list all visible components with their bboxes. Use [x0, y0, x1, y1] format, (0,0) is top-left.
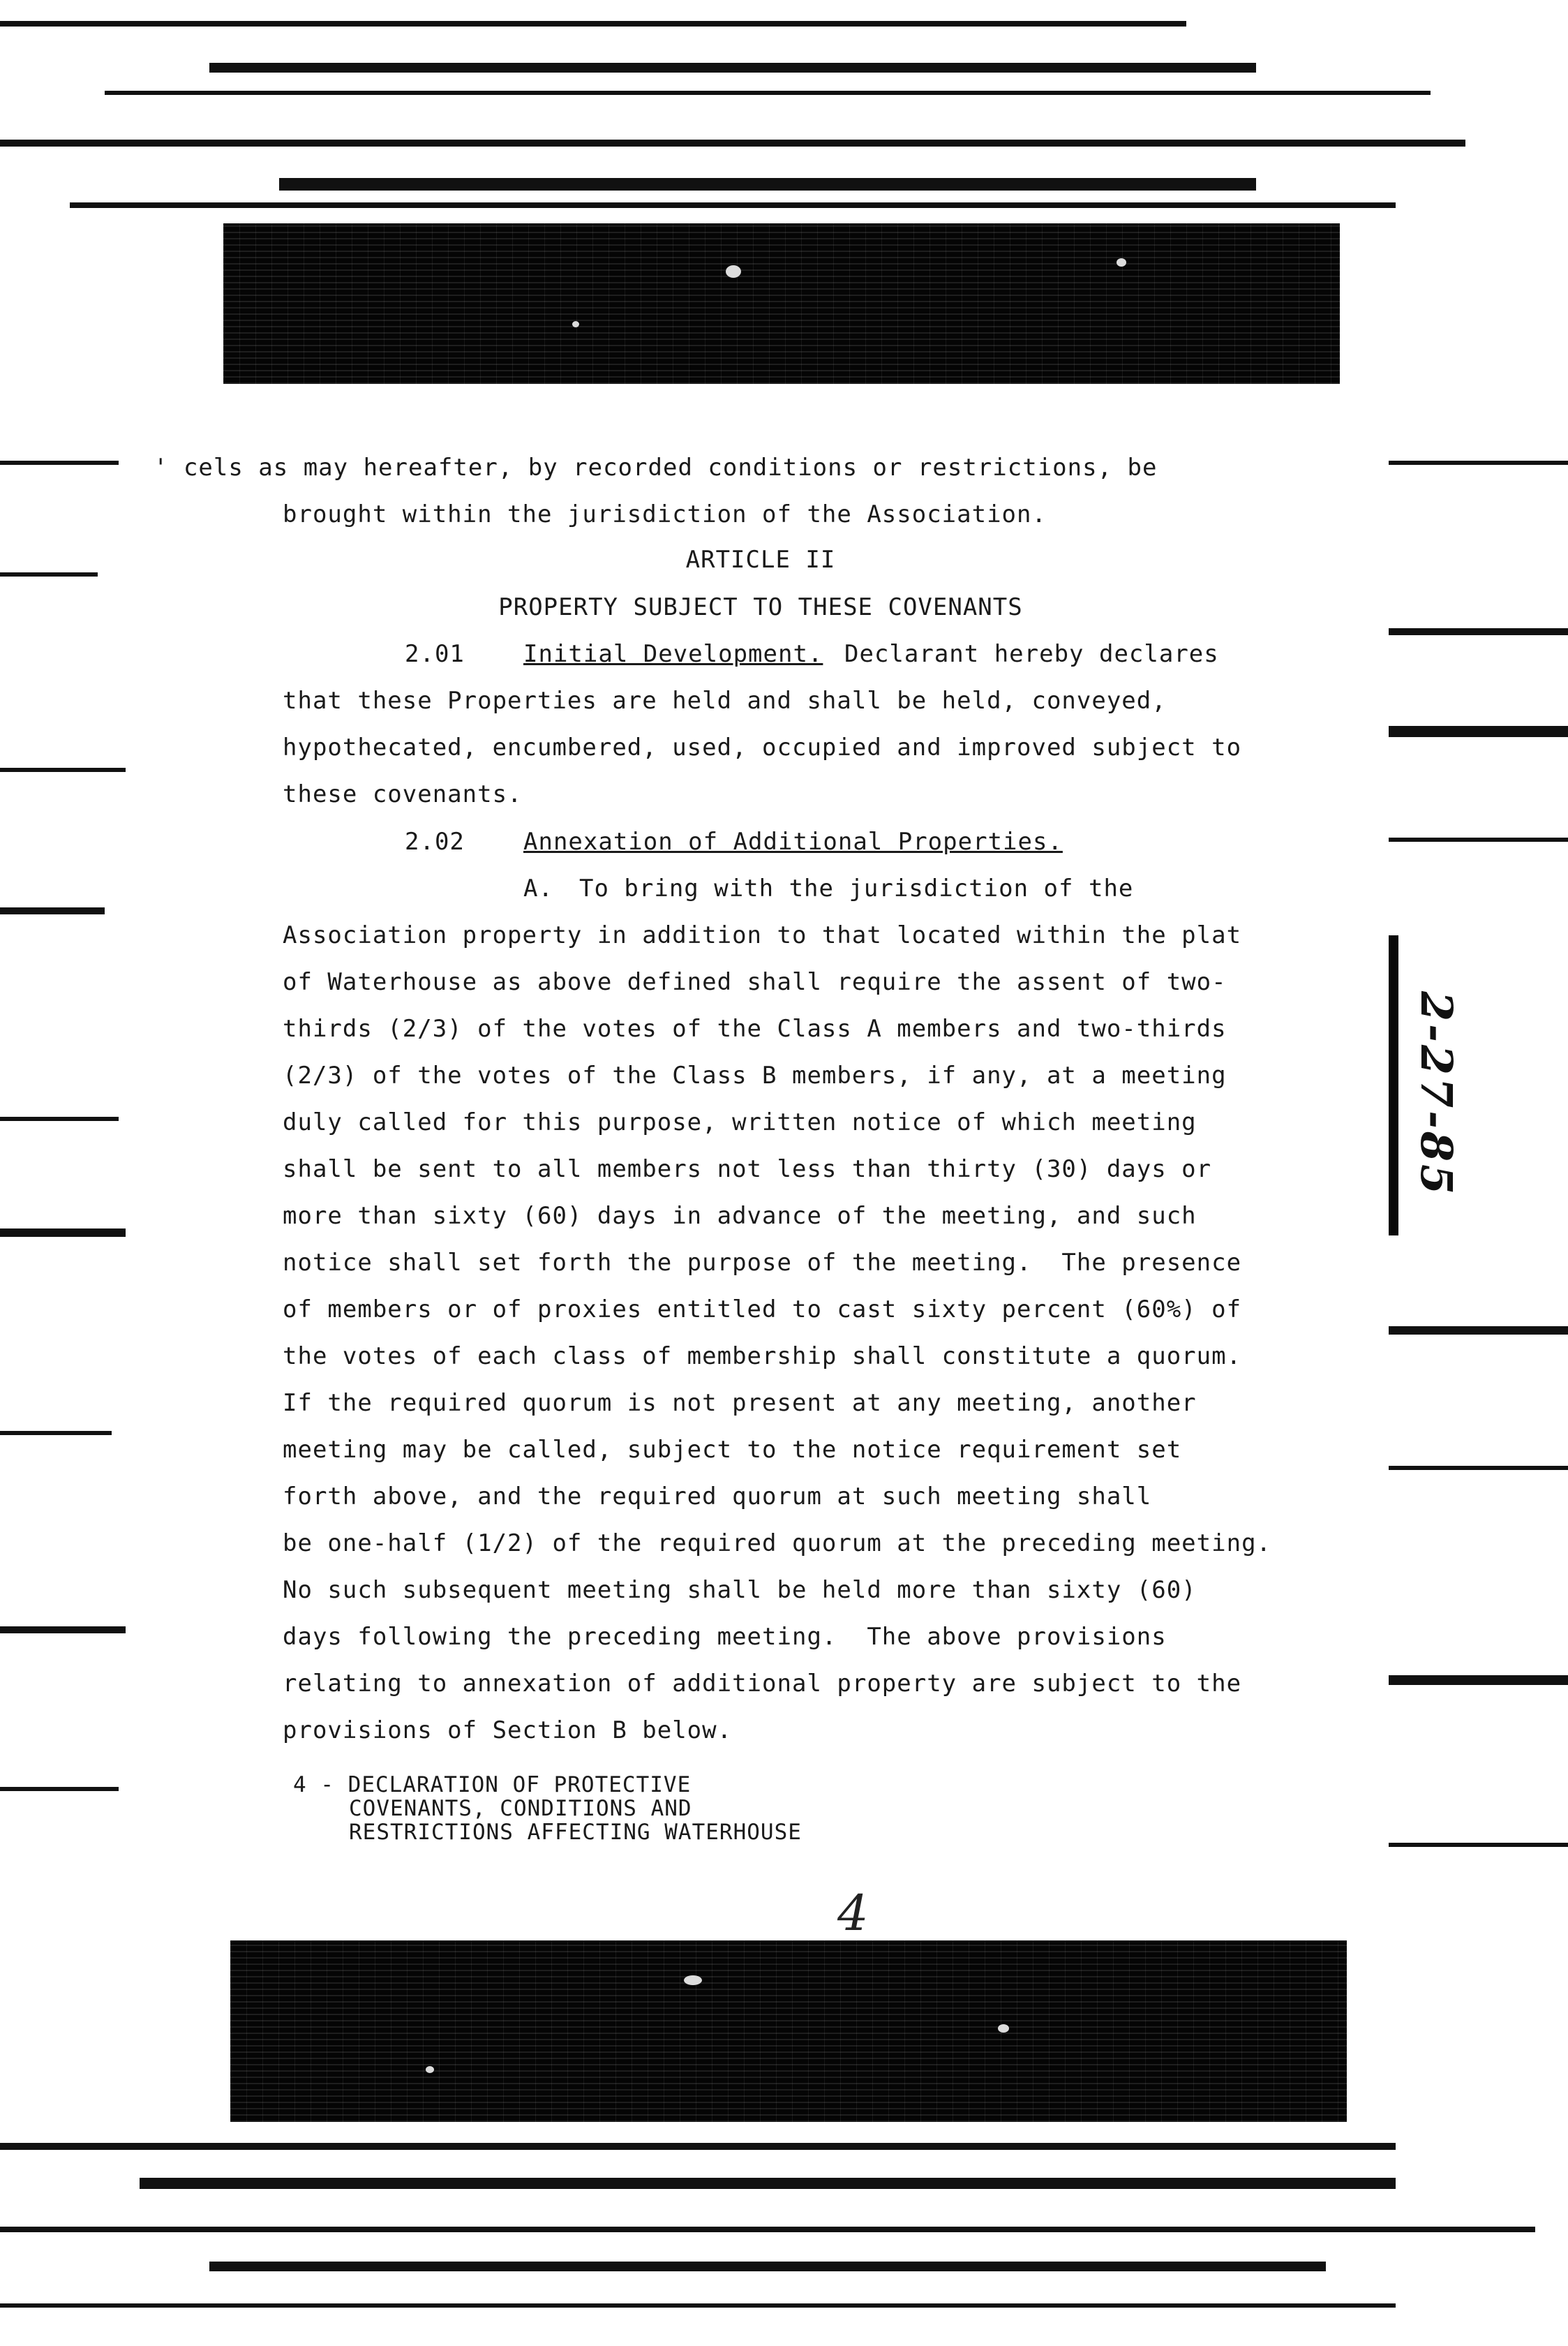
section-heading: Initial Development. — [523, 640, 823, 668]
scan-streak — [1389, 1675, 1568, 1685]
body-line: the votes of each class of membership shall constitute a quorum. — [283, 1342, 1242, 1370]
body-line: these covenants. — [283, 780, 523, 808]
body-line: notice shall set forth the purpose of the meeting. The presence — [283, 1249, 1242, 1277]
scan-streak — [0, 21, 1186, 27]
scan-streak — [1389, 726, 1568, 737]
scan-streak — [0, 907, 105, 914]
scan-noise-band-top — [223, 223, 1340, 384]
body-line: thirds (2/3) of the votes of the Class A members and two-thirds — [283, 1015, 1227, 1043]
scan-streak — [0, 2227, 1535, 2232]
footer-title-line: RESTRICTIONS AFFECTING WATERHOUSE — [349, 1820, 802, 1845]
footer-title-line: 4 - DECLARATION OF PROTECTIVE — [293, 1772, 692, 1797]
scan-streak — [0, 1117, 119, 1121]
scan-streak — [279, 178, 1256, 191]
paragraph-label: A. — [523, 875, 553, 903]
article-title: PROPERTY SUBJECT TO THESE COVENANTS — [498, 593, 1023, 621]
scan-streak — [105, 91, 1431, 95]
handwritten-page-number: 4 — [837, 1885, 869, 1942]
scan-streak — [1389, 1843, 1568, 1847]
scan-streak — [1389, 461, 1568, 465]
scan-streak — [209, 63, 1256, 73]
body-line: Declarant hereby declares — [844, 640, 1219, 668]
body-line: days following the preceding meeting. The above provisions — [283, 1623, 1167, 1651]
section-heading: Annexation of Additional Properties. — [523, 828, 1063, 856]
margin-date-stamp: 2-27-85 — [1411, 991, 1462, 1198]
scan-streak — [0, 2303, 1396, 2308]
body-line: (2/3) of the votes of the Class B members, if any, at a meeting — [283, 1062, 1227, 1090]
body-line: of members or of proxies entitled to cast sixty percent (60%) of — [283, 1296, 1242, 1323]
body-line: be one-half (1/2) of the required quorum at the preceding meeting. — [283, 1529, 1272, 1557]
scan-streak — [1389, 1326, 1568, 1335]
body-line: forth above, and the required quorum at such meeting shall — [283, 1483, 1152, 1510]
section-number: 2.01 — [405, 640, 465, 668]
body-line: ' cels as may hereafter, by recorded conditions or restrictions, be — [154, 454, 1158, 482]
scan-streak — [1389, 1466, 1568, 1470]
body-line: hypothecated, encumbered, used, occupied and improved subject to — [283, 734, 1242, 762]
scan-streak — [140, 2178, 1396, 2189]
scan-streak — [1389, 628, 1568, 635]
article-number: ARTICLE II — [685, 546, 836, 574]
body-line: brought within the jurisdiction of the Association. — [283, 500, 1047, 528]
body-line: To bring with the jurisdiction of the — [579, 875, 1134, 903]
body-line: relating to annexation of additional property are subject to the — [283, 1670, 1242, 1698]
scan-streak — [0, 140, 1465, 147]
section-number: 2.02 — [405, 828, 465, 856]
scan-streak — [0, 572, 98, 577]
scan-streak — [0, 2143, 1396, 2150]
body-line: duly called for this purpose, written notice of which meeting — [283, 1108, 1197, 1136]
scan-streak — [0, 768, 126, 772]
scan-streak — [0, 1626, 126, 1633]
body-line: more than sixty (60) days in advance of the meeting, and such — [283, 1202, 1197, 1230]
body-line: shall be sent to all members not less than thirty (30) days or — [283, 1155, 1212, 1183]
scan-streak — [209, 2262, 1326, 2271]
scan-noise-band-bottom — [230, 1940, 1347, 2122]
footer-title-line: COVENANTS, CONDITIONS AND — [349, 1796, 692, 1821]
scan-streak — [0, 1431, 112, 1435]
body-line: that these Properties are held and shall be held, conveyed, — [283, 687, 1167, 715]
body-line: of Waterhouse as above defined shall require the assent of two- — [283, 968, 1227, 996]
body-line: No such subsequent meeting shall be held more than sixty (60) — [283, 1576, 1197, 1604]
scan-streak — [0, 1787, 119, 1791]
scan-streak — [70, 202, 1396, 208]
body-line: Association property in addition to that located within the plat — [283, 921, 1242, 949]
body-line: provisions of Section B below. — [283, 1716, 733, 1744]
body-line: If the required quorum is not present at any meeting, another — [283, 1389, 1197, 1417]
document-page — [140, 391, 1382, 1942]
scan-streak — [0, 461, 119, 465]
scan-streak — [0, 1228, 126, 1237]
body-line: meeting may be called, subject to the notice requirement set — [283, 1436, 1182, 1464]
scan-streak — [1389, 838, 1568, 842]
